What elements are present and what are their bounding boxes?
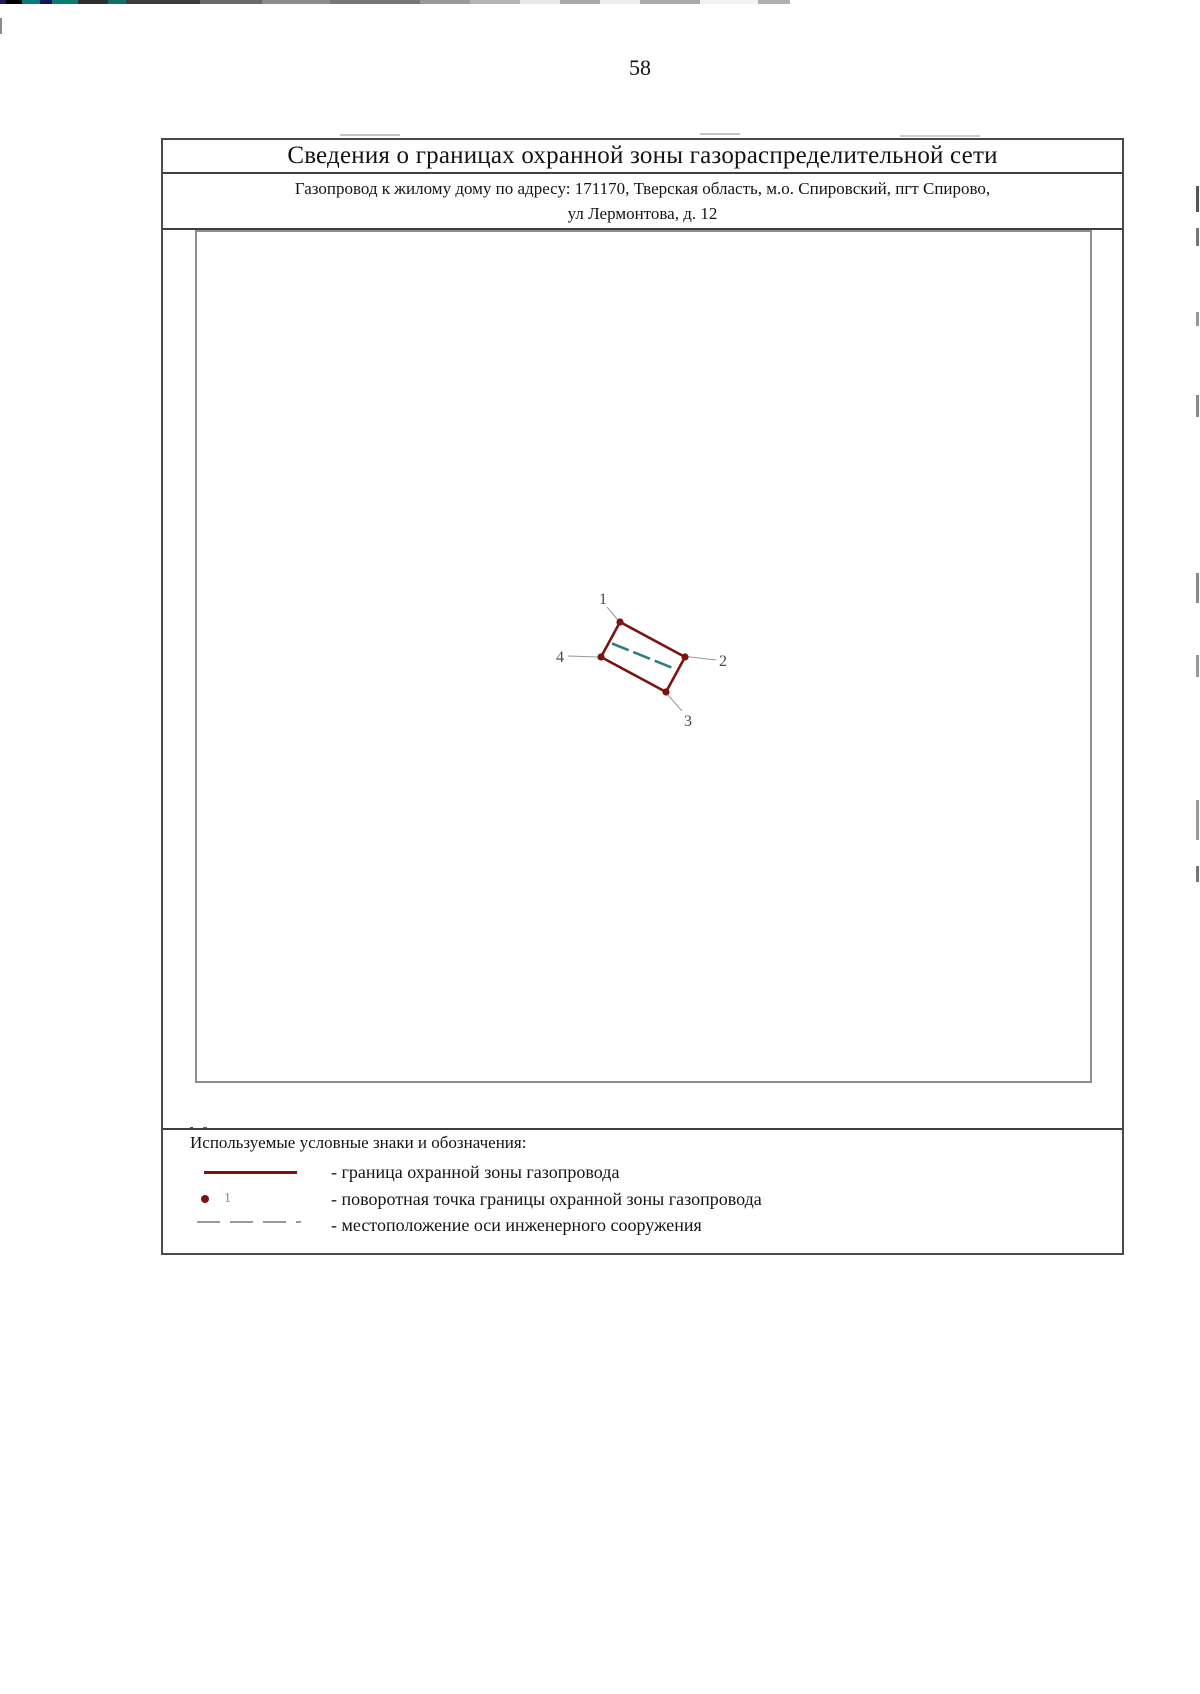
legend-boundary-line-icon bbox=[204, 1171, 297, 1174]
turning-point-dot-3 bbox=[662, 688, 669, 695]
point-label-1: 1 bbox=[599, 591, 607, 608]
scan-artifact bbox=[1196, 395, 1199, 417]
scan-artifact bbox=[0, 18, 2, 34]
scan-artifact bbox=[900, 135, 980, 137]
subtitle-line-2: ул Лермонтова, д. 12 bbox=[567, 204, 718, 223]
legend-divider bbox=[163, 1128, 1122, 1130]
leader-line-point-2 bbox=[686, 657, 716, 661]
leader-line-point-3 bbox=[668, 695, 682, 711]
scan-artifact bbox=[1196, 866, 1199, 882]
point-label-2: 2 bbox=[719, 653, 727, 670]
leader-line-point-4 bbox=[568, 656, 598, 657]
turning-point-dot-1 bbox=[616, 618, 623, 625]
scan-artifact-top-strip bbox=[0, 0, 812, 4]
point-label-4: 4 bbox=[556, 649, 564, 666]
scan-artifact bbox=[1196, 186, 1199, 212]
scan-artifact bbox=[1196, 655, 1199, 677]
legend-item-turning-point-label: - поворотная точка границы охранной зоны газопровода bbox=[331, 1189, 762, 1209]
turning-point-dot-4 bbox=[597, 653, 604, 660]
turning-point-dot-2 bbox=[681, 653, 688, 660]
legend-item-axis-label: - местоположение оси инженерного сооружения bbox=[331, 1215, 702, 1235]
subtitle-line-1: Газопровод к жилому дому по адресу: 171170, Тверская область, м.о. Спировский, пгт Спирово, bbox=[294, 179, 991, 198]
document-subtitle bbox=[163, 174, 1122, 230]
legend-turning-point-icon bbox=[201, 1195, 209, 1203]
legend-turning-point-number: 1 bbox=[224, 1191, 231, 1206]
page-number: 58 bbox=[629, 55, 651, 80]
legend-heading: Используемые условные знаки и обозначения: bbox=[190, 1133, 527, 1152]
scan-artifact bbox=[1196, 228, 1199, 246]
legend-item-boundary-label: - граница охранной зоны газопровода bbox=[331, 1162, 620, 1182]
point-label-3: 3 bbox=[684, 713, 692, 730]
leader-line-point-1 bbox=[607, 607, 618, 620]
scan-artifact bbox=[340, 134, 400, 136]
map-diagram bbox=[195, 230, 1092, 1083]
document-title: Сведения о границах охранной зоны газораспределительной сети bbox=[163, 140, 1122, 174]
scan-artifact bbox=[1196, 573, 1199, 603]
scan-artifact bbox=[1196, 312, 1199, 326]
scan-artifact bbox=[700, 133, 740, 135]
legend-axis-dashed-line-icon bbox=[197, 1221, 301, 1223]
scan-artifact bbox=[1196, 800, 1199, 840]
